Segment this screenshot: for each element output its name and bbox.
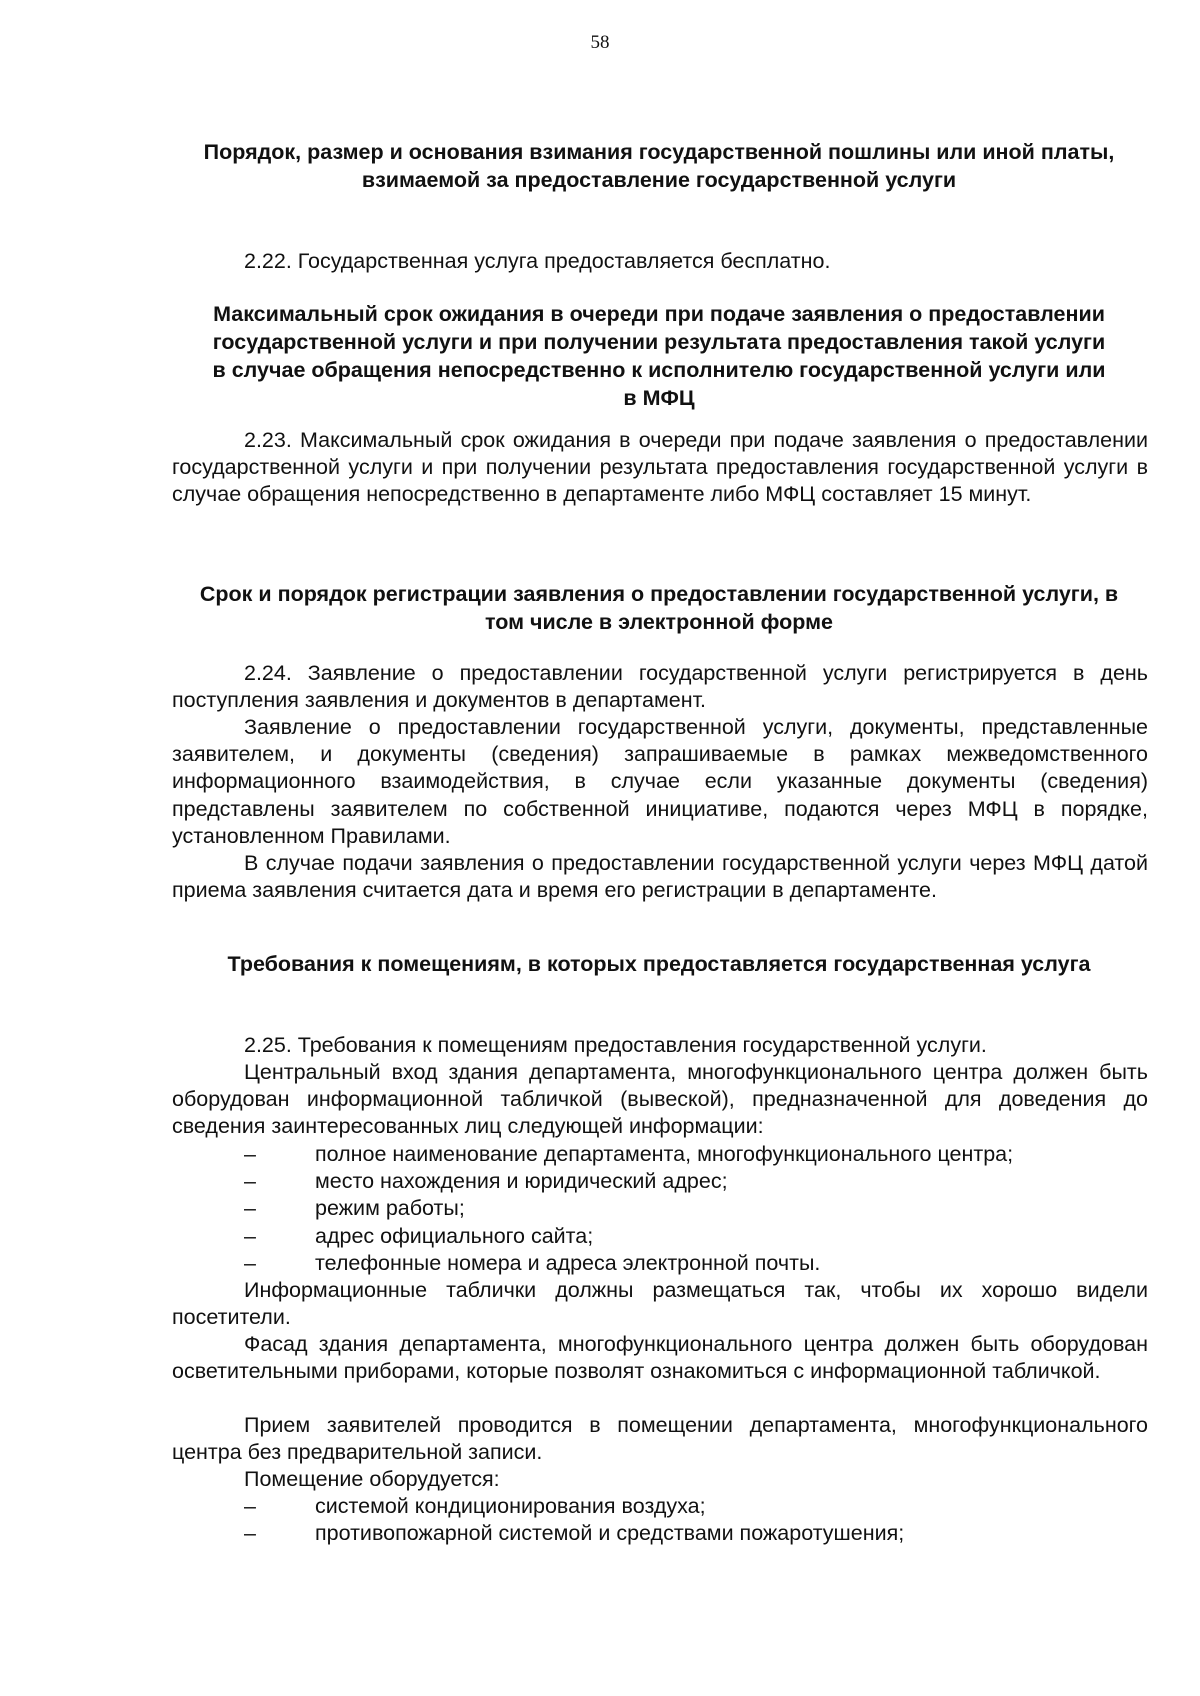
paragraph-2-25: 2.25. Требования к помещениям предоставления государственной услуги. — [244, 1033, 987, 1057]
list-item: – полное наименование департамента, многофункционального центра; — [172, 1141, 1148, 1168]
paragraph-2-24-mfc: В случае подачи заявления о предоставлении государственной услуги через МФЦ датой приема заявления считается дата и время его регистрации в департаменте. — [172, 851, 1148, 903]
paragraph-2-23: 2.23. Максимальный срок ожидания в очереди при подаче заявления о предоставлении государственной услуги и при получении результата предоставления государственной услуги в случае обращения непосредственно в департаменте либо МФЦ составляет 15 минут. — [172, 428, 1148, 507]
paragraph-2-24: 2.24. Заявление о предоставлении государственной услуги регистрируется в день поступления заявления и документов в департамент. — [172, 661, 1148, 713]
list-item: – адрес официального сайта; — [172, 1223, 1148, 1250]
list-item: – место нахождения и юридический адрес; — [172, 1168, 1148, 1195]
paragraph-2-24-documents: Заявление о предоставлении государственной услуги, документы, представленные заявителем, и документы (сведения) запрашиваемые в рамках межведомственного информационного взаимодействия, в случае если указанные документы (сведения) представлены заявителем по собственной инициативе, подаются через МФЦ в порядке, установленном Правилами. — [172, 715, 1148, 848]
paragraph-2-22: 2.22. Государственная услуга предоставляется бесплатно. — [244, 249, 831, 273]
paragraph-equipped: Помещение оборудуется: — [244, 1467, 500, 1491]
heading-fee: Порядок, размер и основания взимания государственной пошлины или иной платы, взимаемой за предоставление государственной услуги — [203, 140, 1115, 192]
heading-registration: Срок и порядок регистрации заявления о предоставлении государственной услуги, в том числе в электронной форме — [199, 582, 1119, 634]
info-list — [172, 1141, 1148, 1277]
dash-marker: – — [244, 1223, 256, 1248]
heading-wait-time: Максимальный срок ожидания в очереди при подаче заявления о предоставлении государственной услуги и при получении результата предоставления такой услуги в случае обращения непосредственно к исполнителю государственной услуги или в МФЦ — [212, 302, 1106, 410]
paragraph-facade: Фасад здания департамента, многофункционального центра должен быть оборудован осветительными приборами, которые позволят ознакомиться с информационной табличкой. — [172, 1332, 1148, 1384]
paragraph-signs: Информационные таблички должны размещаться так, чтобы их хорошо видели посетители. — [172, 1278, 1148, 1330]
list-item: – режим работы; — [172, 1195, 1148, 1222]
list-item: – системой кондиционирования воздуха; — [172, 1493, 1148, 1520]
dash-marker: – — [244, 1196, 256, 1221]
list-item: – противопожарной системой и средствами пожаротушения; — [172, 1520, 1148, 1547]
dash-marker: – — [244, 1250, 256, 1275]
dash-marker: – — [244, 1521, 256, 1546]
dash-marker: – — [244, 1169, 256, 1194]
dash-marker: – — [244, 1494, 256, 1518]
page-number: 58 — [590, 32, 610, 53]
heading-premises: Требования к помещениям, в которых предоставляется государственная услуга — [227, 952, 1091, 976]
list-item: – телефонные номера и адреса электронной почты. — [172, 1250, 1148, 1277]
equipment-list — [172, 1493, 1148, 1547]
dash-marker: – — [244, 1142, 256, 1166]
paragraph-2-25-entrance: Центральный вход здания департамента, многофункционального центра должен быть оборудован информационной табличкой (вывеской), предназначенной для доведения до сведения заинтересованных лиц следующей информации: — [172, 1060, 1148, 1139]
paragraph-reception: Прием заявителей проводится в помещении департамента, многофункционального центра без предварительной записи. — [172, 1413, 1148, 1465]
